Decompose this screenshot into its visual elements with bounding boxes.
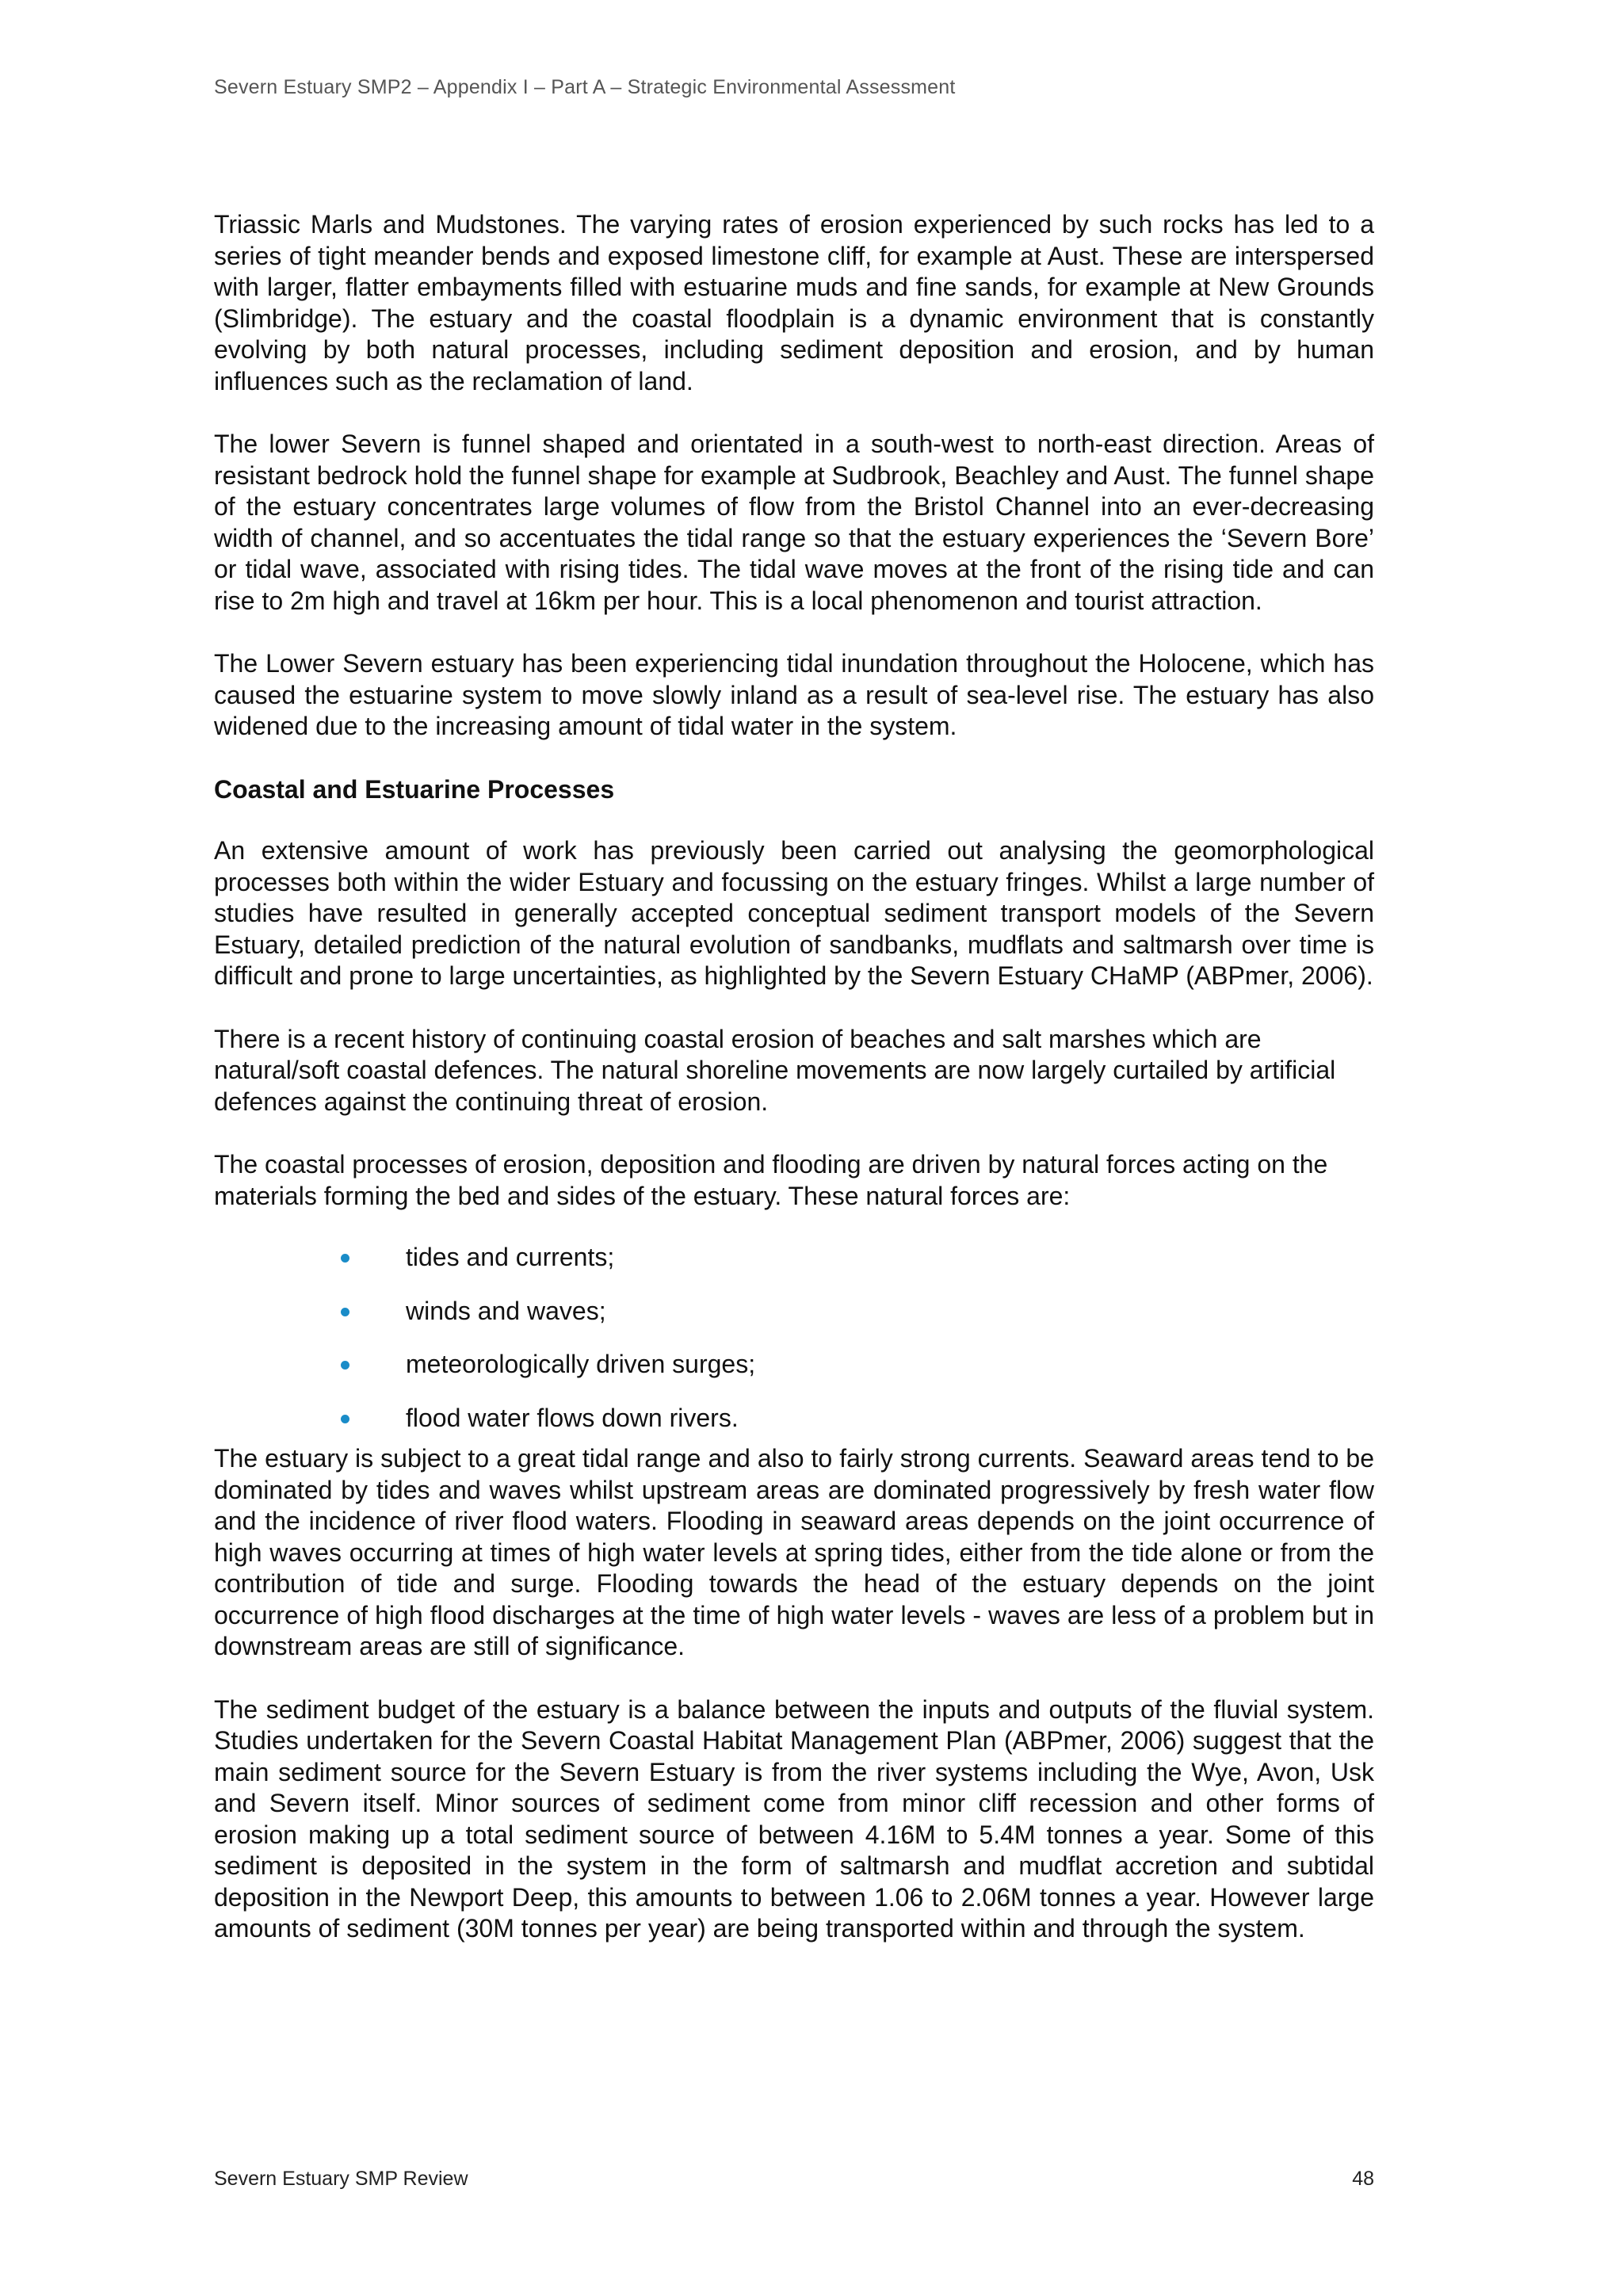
paragraph-sediment-budget: The sediment budget of the estuary is a balance between the inputs and outputs of the fluvial system. Studies undertaken for the Severn Coastal Habitat Management Plan (ABPmer, 2006) suggest that the main sediment source for the Severn Estuary is from the river systems including the Wye, Avon, Usk and Severn itself. Minor sources of sediment come from minor cliff recession and other forms of erosion making up a total sediment source of between 4.16M to 5.4M tonnes a year. Some of this sediment is deposited in the system in the form of saltmarsh and mudflat accretion and subtidal deposition in the Newport Deep, this amounts to between 1.06 to 2.06M tonnes a year. However large amounts of sediment (30M tonnes per year) are being transported within and through the system. — [214, 1694, 1374, 1943]
footer-document-title: Severn Estuary SMP Review — [214, 2168, 468, 2190]
natural-forces-list — [214, 1242, 1374, 1434]
paragraph-triassic-marls: Triassic Marls and Mudstones. The varying rates of erosion experienced by such rocks has led to a series of tight meander bends and exposed limestone cliff, for example at Aust. These are interspersed with larger, flatter embayments filled with estuarine muds and fine sands, for example at New Grounds (Slimbridge). The estuary and the coastal floodplain is a dynamic environment that is constantly evolving by both natural processes, including sediment deposition and erosion, and by human influences such as the reclamation of land. — [214, 210, 1374, 395]
section-heading: Coastal and Estuarine Processes — [214, 774, 615, 804]
list-item — [214, 1349, 1374, 1381]
list-item-text: meteorologically driven surges; — [406, 1350, 756, 1378]
bullet-icon — [341, 1254, 349, 1263]
page-number: 48 — [1352, 2168, 1374, 2190]
bullet-icon — [341, 1308, 349, 1316]
paragraph-geomorphological-work: An extensive amount of work has previously been carried out analysing the geomorphological processes both within the wider Estuary and focussing on the estuary fringes. Whilst a large number of studies have resulted in generally accepted conceptual sediment transport models of the Severn Estuary, detailed prediction of the natural evolution of sandbanks, mudflats and saltmarsh over time is difficult and prone to large uncertainties, as highlighted by the Severn Estuary CHaMP (ABPmer, 2006). — [214, 836, 1374, 990]
list-item-text: flood water flows down rivers. — [406, 1403, 739, 1432]
paragraph-tidal-range-flooding: The estuary is subject to a great tidal range and also to fairly strong currents. Seaward areas tend to be dominated by tides and waves whilst upstream areas are dominated progressively by fresh water flow and the incidence of river flood waters. Flooding in seaward areas depends on the joint occurrence of high waves occurring at times of high water levels at spring tides, either from the tide alone or from the contribution of tide and surge. Flooding towards the head of the estuary depends on the joint occurrence of high flood discharges at the time of high water levels - waves are less of a problem but in downstream areas are still of significance. — [214, 1444, 1374, 1660]
list-item — [214, 1296, 1374, 1328]
running-footer — [214, 2168, 1374, 2191]
list-item — [214, 1242, 1374, 1274]
paragraph-natural-forces-intro: The coastal processes of erosion, deposition and flooding are driven by natural forces acting on the materials forming the bed and sides of the estuary. These natural forces are: — [214, 1150, 1328, 1210]
running-header: Severn Estuary SMP2 – Appendix I – Part A – Strategic Environmental Assessment — [214, 76, 956, 98]
paragraph-coastal-erosion-history: There is a recent history of continuing coastal erosion of beaches and salt marshes which are natural/soft coastal defences. The natural shoreline movements are now largely curtailed by artificial defences against the continuing threat of erosion. — [214, 1024, 1336, 1116]
list-item-text: winds and waves; — [406, 1296, 606, 1325]
list-item-text: tides and currents; — [406, 1243, 615, 1271]
list-item — [214, 1403, 1374, 1435]
paragraph-holocene-inundation: The Lower Severn estuary has been experiencing tidal inundation throughout the Holocene, which has caused the estuarine system to move slowly inland as a result of sea-level rise. The estuary has also widened due to the increasing amount of tidal water in the system. — [214, 649, 1374, 740]
paragraph-funnel-shape: The lower Severn is funnel shaped and orientated in a south-west to north-east direction. Areas of resistant bedrock hold the funnel shape for example at Sudbrook, Beachley and Aust. The funnel shape of the estuary concentrates large volumes of flow from the Bristol Channel into an ever-decreasing width of channel, and so accentuates the tidal range so that the estuary experiences the ‘Severn Bore’ or tidal wave, associated with rising tides. The tidal wave moves at the front of the rising tide and can rise to 2m high and travel at 16km per hour. This is a local phenomenon and tourist attraction. — [214, 430, 1374, 615]
bullet-icon — [341, 1361, 349, 1370]
bullet-icon — [341, 1415, 349, 1423]
main-content — [214, 209, 1374, 1977]
